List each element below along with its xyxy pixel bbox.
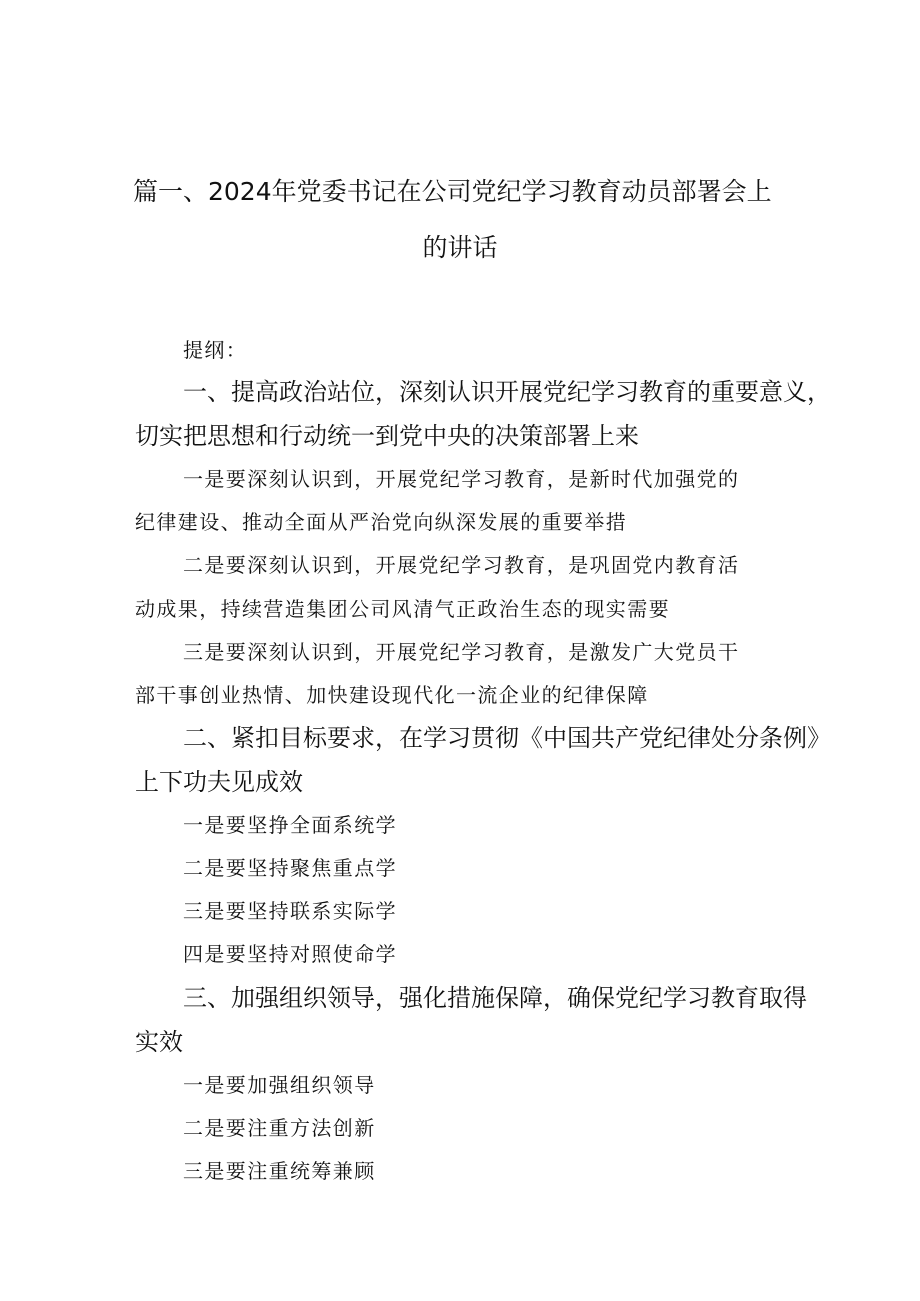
document-title-line-1: 篇一、2024年党委书记在公司党纪学习教育动员部署会上 xyxy=(133,177,772,206)
section-1-heading-line-2: 切实把思想和行动统一到党中央的决策部署上来 xyxy=(135,422,639,450)
section-3-heading-line-1: 三、加强组织领导，强化措施保障，确保党纪学习教育取得 xyxy=(183,984,807,1012)
section-1-item-1-line-1: 一是要深刻认识到，开展党纪学习教育，是新时代加强党的 xyxy=(183,467,740,491)
outline-label: 提纲： xyxy=(183,338,248,362)
section-3-item-2: 二是要注重方法创新 xyxy=(183,1116,376,1140)
section-1-item-2-line-2: 动成果，持续营造集团公司风清气正政治生态的现实需要 xyxy=(135,597,670,621)
section-1-heading-line-1: 一、提高政治站位，深刻认识开展党纪学习教育的重要意义， xyxy=(183,378,831,406)
section-2-item-3: 三是要坚持联系实际学 xyxy=(183,899,397,923)
section-3-heading-line-2: 实效 xyxy=(135,1028,183,1056)
section-1-item-2-line-1: 二是要深刻认识到，开展党纪学习教育，是巩固党内教育活 xyxy=(183,553,740,577)
section-2-item-2: 二是要坚持聚焦重点学 xyxy=(183,856,397,880)
section-1-item-3-line-2: 部干事创业热情、加快建设现代化一流企业的纪律保障 xyxy=(135,683,649,707)
section-2-item-1: 一是要坚挣全面系统学 xyxy=(183,813,397,837)
section-2-heading-line-1: 二、紧扣目标要求，在学习贯彻《中国共产党纪律处分条例》 xyxy=(183,724,831,752)
document-title-line-2: 的讲话 xyxy=(422,233,498,262)
section-1-item-3-line-1: 三是要深刻认识到，开展党纪学习教育，是激发广大党员干 xyxy=(183,640,740,664)
section-1-item-1-line-2: 纪律建设、推动全面从严治党向纵深发展的重要举措 xyxy=(135,510,628,534)
section-2-heading-line-2: 上下功夫见成效 xyxy=(135,768,303,796)
section-3-item-3: 三是要注重统筹兼顾 xyxy=(183,1159,376,1183)
section-3-item-1: 一是要加强组织领导 xyxy=(183,1073,376,1097)
section-2-item-4: 四是要坚持对照使命学 xyxy=(183,942,397,966)
